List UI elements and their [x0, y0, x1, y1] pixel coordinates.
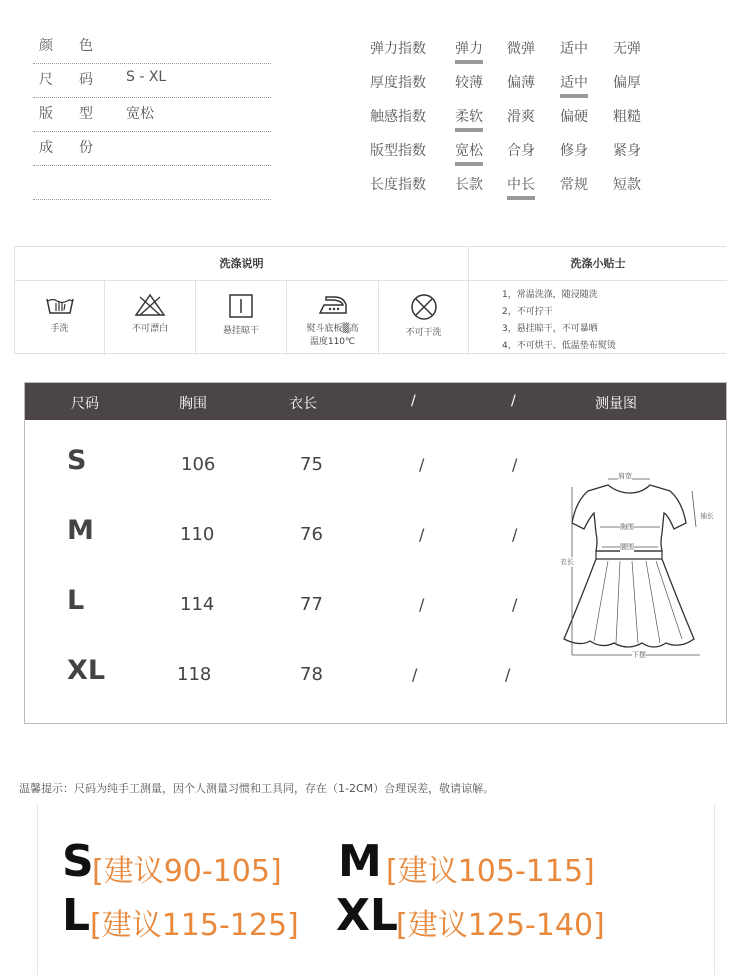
index-row-fit [370, 140, 670, 174]
diagram-label-waist: 腰围 [620, 543, 634, 551]
index-option: 短款 [613, 177, 641, 193]
size-table-header [25, 383, 726, 420]
empty-value: / [419, 455, 425, 474]
diagram-label-shoulder: 肩宽 [618, 472, 632, 480]
index-option: 偏薄 [507, 75, 535, 91]
attribute-value: S - XL [126, 69, 167, 85]
index-option-selected: 适中 [560, 72, 588, 98]
rec-size-l: L [62, 890, 91, 941]
attribute-key: 颜 [39, 38, 53, 54]
header-diagram: 测量图 [595, 396, 637, 412]
wash-section [14, 246, 726, 354]
attribute-key: 色 [79, 38, 93, 54]
empty-value: / [505, 665, 511, 684]
empty-value: / [512, 525, 518, 544]
index-row-thickness [370, 72, 670, 106]
attribute-row-color [33, 30, 271, 64]
size-label: XL [67, 655, 106, 686]
index-option-selected: 弹力 [455, 38, 483, 64]
index-option: 滑爽 [507, 109, 535, 125]
attribute-row-size [33, 64, 271, 98]
index-option: 修身 [560, 143, 588, 159]
index-option: 合身 [507, 143, 535, 159]
index-label: 版型指数 [370, 143, 426, 159]
wash-item [379, 281, 469, 355]
attribute-key: 版 [39, 106, 53, 122]
chest-value: 110 [180, 524, 215, 545]
size-recommendation [37, 804, 715, 975]
wash-item-label: 不可干洗 [405, 328, 442, 338]
attribute-row-material [33, 132, 271, 166]
header-length: 衣长 [289, 396, 317, 412]
rec-range-xl: [建议125-140] [396, 908, 605, 943]
index-option: 偏厚 [613, 75, 641, 91]
header-slash: / [511, 393, 516, 409]
wash-item [196, 281, 287, 355]
empty-value: / [512, 455, 518, 474]
empty-value: / [419, 525, 425, 544]
wash-tip: 3，悬挂晾干，不可暴晒 [502, 324, 598, 334]
line-dry-icon [228, 293, 254, 319]
rec-size-xl: XL [336, 890, 398, 941]
index-option-selected: 中长 [507, 174, 535, 200]
index-row-touch [370, 106, 670, 140]
size-table [24, 382, 727, 724]
empty-value: / [419, 595, 425, 614]
wash-tip: 1，常温洗涤，随浸随洗 [502, 290, 598, 300]
length-value: 78 [300, 664, 323, 685]
index-option: 适中 [560, 41, 588, 57]
empty-value: / [512, 595, 518, 614]
length-value: 77 [300, 594, 323, 615]
rec-size-s: S [62, 836, 94, 887]
diagram-label-length: 衣长 [560, 558, 574, 566]
attribute-key: 成 [39, 140, 53, 156]
wash-item [15, 281, 105, 355]
diagram-label-hem: 下摆 [632, 651, 646, 659]
diagram-label-chest: 胸围 [620, 523, 634, 531]
wash-item [105, 281, 196, 355]
index-label: 长度指数 [370, 177, 426, 193]
index-label: 触感指数 [370, 109, 426, 125]
index-option: 偏硬 [560, 109, 588, 125]
wash-title: 洗涤说明 [15, 247, 469, 281]
wash-item [287, 281, 379, 355]
wash-tip: 2，不可拧干 [502, 307, 553, 317]
no-dry-clean-icon [410, 293, 438, 321]
wash-item-label: 不可漂白 [131, 324, 168, 334]
index-label: 弹力指数 [370, 41, 426, 57]
attribute-key: 码 [79, 72, 93, 88]
rec-size-m: M [338, 836, 382, 887]
wash-tips-title: 洗涤小贴士 [469, 247, 727, 281]
size-label: M [67, 515, 94, 546]
diagram-label-sleeve: 袖长 [700, 512, 714, 520]
attribute-row-blank [33, 166, 271, 200]
size-label: S [67, 445, 87, 476]
header-chest: 胸围 [179, 396, 207, 412]
attribute-key: 尺 [39, 72, 53, 88]
dress-outline-icon [550, 471, 725, 671]
header-size: 尺码 [71, 396, 99, 412]
iron-icon [316, 293, 350, 317]
index-option: 紧身 [613, 143, 641, 159]
attribute-value: 宽松 [126, 106, 154, 122]
wash-tip: 4，不可烘干、低温垫布熨烫 [502, 341, 616, 351]
index-label: 厚度指数 [370, 75, 426, 91]
length-value: 76 [300, 524, 323, 545]
wash-item-label: 熨斗底板▒高 [306, 324, 359, 334]
index-option: 无弹 [613, 41, 641, 57]
index-option: 粗糙 [613, 109, 641, 125]
rec-range-m: [建议105-115] [386, 854, 595, 889]
index-option: 长款 [455, 177, 483, 193]
attribute-key: 份 [79, 140, 93, 156]
index-option: 微弹 [507, 41, 535, 57]
wash-item-label: 悬挂晾干 [222, 326, 259, 336]
attribute-key: 型 [79, 106, 93, 122]
rec-range-s: [建议90-105] [92, 854, 282, 889]
index-option: 较薄 [455, 75, 483, 91]
index-row-length [370, 174, 670, 208]
chest-value: 118 [177, 664, 212, 685]
chest-value: 106 [181, 454, 216, 475]
wash-item-label: 手洗 [50, 324, 69, 334]
hand-wash-icon [45, 293, 75, 317]
index-option-selected: 柔软 [455, 106, 483, 132]
index-row-elasticity [370, 38, 670, 72]
header-slash: / [411, 393, 416, 409]
rec-range-l: [建议115-125] [90, 908, 299, 943]
chest-value: 114 [180, 594, 215, 615]
length-value: 75 [300, 454, 323, 475]
no-bleach-icon [134, 293, 166, 317]
wash-tips [502, 287, 616, 355]
empty-value: / [412, 665, 418, 684]
wash-item-label: 温度110℃ [309, 337, 356, 347]
attribute-row-fit [33, 98, 271, 132]
measurement-diagram [550, 471, 725, 671]
size-label: L [67, 585, 85, 616]
index-option: 常规 [560, 177, 588, 193]
size-note: 温馨提示：尺码为纯手工测量，因个人测量习惯和工具同，存在（1-2CM）合理误差，敬请谅解。 [19, 782, 495, 795]
index-option-selected: 宽松 [455, 140, 483, 166]
